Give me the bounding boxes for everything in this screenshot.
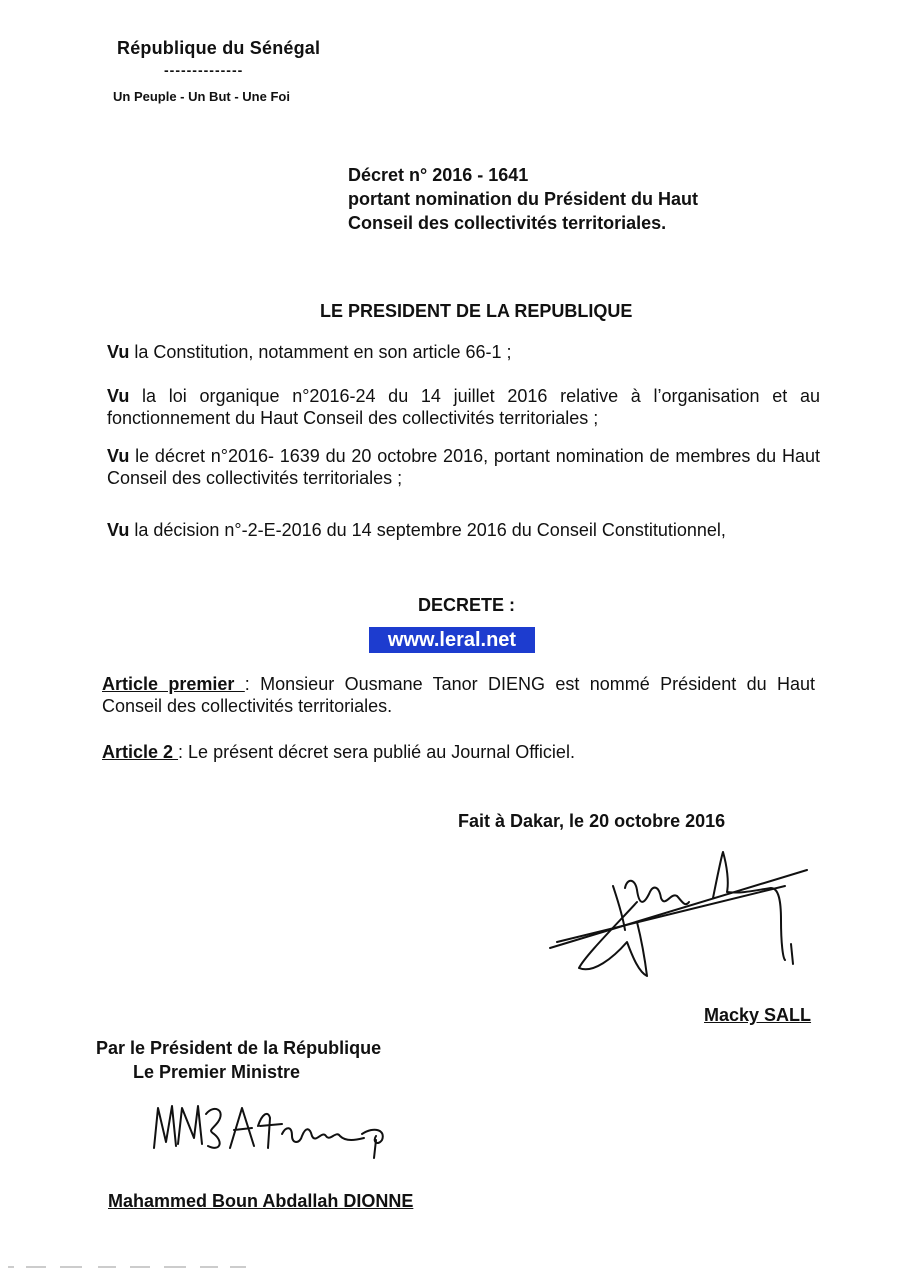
consideration-text: la loi organique n°2016-24 du 14 juillet 2016 relative à l’organisation et au fonctionnement du Haut Conseil des collectivités territoriales ; bbox=[107, 386, 820, 428]
scan-border-artifacts bbox=[0, 1262, 260, 1272]
president-signature bbox=[545, 848, 810, 983]
consideration-lead: Vu bbox=[107, 386, 130, 406]
consideration-text: la décision n°-2-E-2016 du 14 septembre 2016 du Conseil Constitutionnel, bbox=[129, 520, 726, 540]
consideration-paragraph bbox=[107, 519, 820, 541]
article-paragraph bbox=[102, 673, 815, 717]
president-heading: LE PRESIDENT DE LA REPUBLIQUE bbox=[320, 301, 633, 321]
consideration-lead: Vu bbox=[107, 342, 130, 362]
consideration-paragraph bbox=[107, 445, 820, 489]
article-label: Article 2 bbox=[102, 742, 179, 762]
decrete-heading: DECRETE : bbox=[418, 595, 516, 615]
place-and-date: Fait à Dakar, le 20 octobre 2016 bbox=[458, 811, 726, 831]
consideration-lead: Vu bbox=[107, 520, 130, 540]
article-label: Article premier bbox=[102, 674, 245, 694]
consideration-text: le décret n°2016- 1639 du 20 octobre 2016, portant nomination de membres du Haut Conseil des collectivités territoriales ; bbox=[107, 446, 820, 488]
president-name: Macky SALL bbox=[704, 1005, 812, 1025]
decree-title-block bbox=[348, 163, 768, 235]
consideration-lead: Vu bbox=[107, 446, 130, 466]
prime-minister-name: Mahammed Boun Abdallah DIONNE bbox=[108, 1191, 414, 1211]
decree-subject-line-2: Conseil des collectivités territoriales. bbox=[348, 213, 667, 233]
header-separator: -------------- bbox=[164, 62, 244, 78]
article-paragraph bbox=[102, 741, 815, 763]
watermark-link[interactable]: www.leral.net bbox=[369, 627, 535, 653]
decree-number: Décret n° 2016 - 1641 bbox=[348, 165, 529, 185]
consideration-paragraph bbox=[107, 385, 820, 429]
country-name: République du Sénégal bbox=[117, 38, 321, 58]
decree-subject-line-1: portant nomination du Président du Haut bbox=[348, 189, 698, 209]
prime-minister-signature bbox=[150, 1100, 395, 1162]
consideration-paragraph bbox=[107, 341, 820, 363]
countersign-line-2: Le Premier Ministre bbox=[133, 1062, 301, 1082]
countersign-line-1: Par le Président de la République bbox=[96, 1038, 382, 1058]
article-text: : Monsieur Ousmane Tanor DIENG est nommé Président du Haut Conseil des collectivités territoriales. bbox=[102, 674, 815, 716]
national-motto: Un Peuple - Un But - Une Foi bbox=[113, 89, 290, 104]
article-text: : Le présent décret sera publié au Journal Officiel. bbox=[178, 742, 575, 762]
consideration-text: la Constitution, notamment en son article 66-1 ; bbox=[129, 342, 512, 362]
